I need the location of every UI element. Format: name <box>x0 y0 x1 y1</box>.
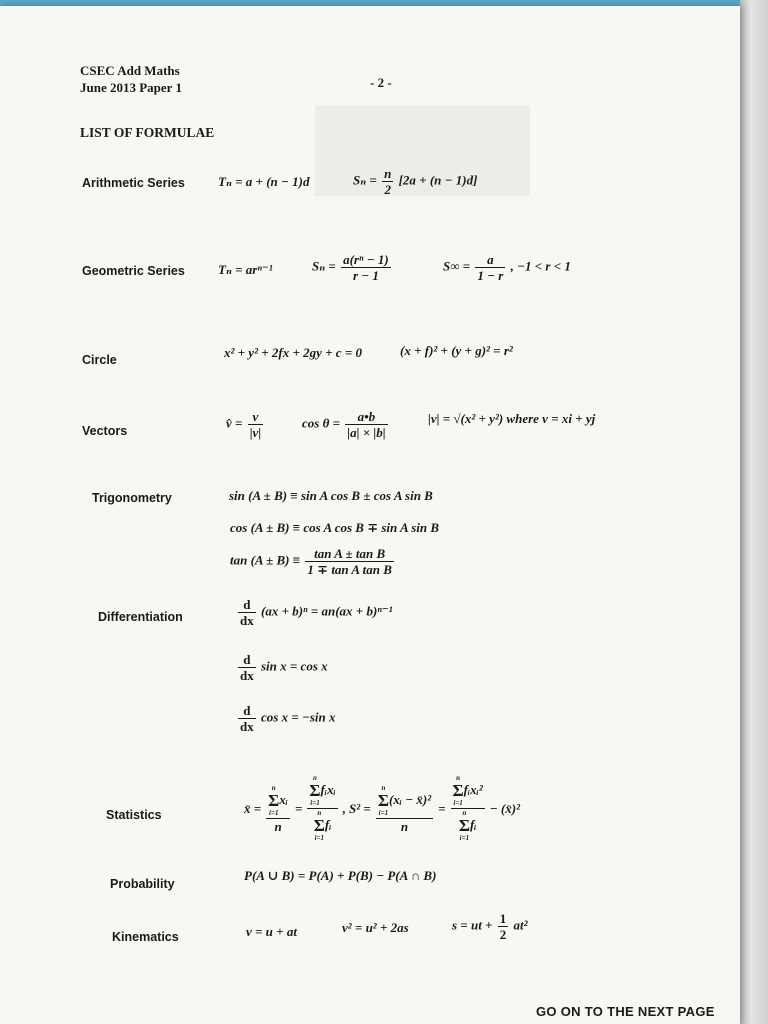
sigma-icon: n Σ i=1 <box>377 783 389 817</box>
derivative-operator: $\frac{d}{dx}$ <box>240 652 254 683</box>
fraction-unit-vector: $\frac{v}{|v|}$ <box>249 409 262 440</box>
mean-symbol: x̄ = <box>244 800 262 816</box>
geometric-sum-to-infinity: S∞ = $\frac{a}{1 - r}$ , −1 < r < 1 <box>443 252 571 283</box>
derivative-operator: $\frac{d}{dx}$ <box>240 703 254 734</box>
label-geometric-series: Geometric Series <box>82 264 185 278</box>
variance-symbol: S² = <box>349 800 371 816</box>
derivative-operator: $\frac{d}{dx}$ <box>240 597 254 628</box>
vector-magnitude: |v| = √(x² + y²) where v = xi + yj <box>428 411 596 426</box>
vector-cosine-angle: cos θ = $\frac{a•b}{|a| \times |b|}$ <box>302 409 386 440</box>
kinematics-eq2: v² = u² + 2as <box>342 920 409 935</box>
page-number: - 2 - <box>370 75 392 90</box>
label-statistics: Statistics <box>106 808 162 822</box>
statistics-formulae: x̄ = n Σ i=1 xᵢ n = n Σ i=1 fᵢxᵢ n Σ i=1 fᵢ , S² = n Σ i=1 (xᵢ − x̄)² n = n Σ i=1 fᵢxᵢ² n Σ i=1 fᵢ − (x̄)² <box>244 774 520 842</box>
fraction-mean-frequency: n Σ i=1 fᵢxᵢ n Σ i=1 fᵢ <box>309 774 336 842</box>
diff-sin: $\frac{d}{dx}$ sin x = cos x <box>240 652 328 683</box>
label-circle: Circle <box>82 353 117 367</box>
label-vectors: Vectors <box>82 424 128 438</box>
fraction-geometric-sum: $\frac{\text{a(rⁿ − 1)}}{r - 1}$ <box>343 252 389 283</box>
circle-standard-equation: (x + f)² + (y + g)² = r² <box>400 343 513 358</box>
arithmetic-nth-term: Tₙ = a + (n − 1)d <box>218 174 310 189</box>
geometric-nth-term: Tₙ = arⁿ⁻¹ <box>218 262 273 277</box>
fraction-dot-product: $\frac{a•b}{|a| \times |b|}$ <box>347 409 386 440</box>
paper-date: June 2013 Paper 1 <box>80 80 182 95</box>
footer-next-page: GO ON TO THE NEXT PAGE <box>536 1004 715 1019</box>
course-name: CSEC Add Maths <box>80 63 180 78</box>
fraction-tan: $\frac{\text{tan A ± tan B}}{\text{1 ∓ tan A tan B}}$ <box>307 546 392 577</box>
kinematics-eq1: v = u + at <box>246 924 297 939</box>
trig-sin-compound: sin (A ± B) ≡ sin A cos B ± cos A sin B <box>229 488 433 503</box>
page-title: LIST OF FORMULAE <box>80 125 215 140</box>
probability-addition-rule: P(A ∪ B) = P(A) + P(B) − P(A ∩ B) <box>244 868 437 883</box>
sigma-icon: n Σ i=1 <box>313 809 325 842</box>
trig-cos-compound: cos (A ± B) ≡ cos A cos B ∓ sin A sin B <box>230 520 440 535</box>
document-header <box>80 62 182 96</box>
arithmetic-sum: Sₙ = $\frac{n}{2}$ [2a + (n − 1)d] <box>353 166 478 197</box>
label-arithmetic-series: Arithmetic Series <box>82 176 185 190</box>
fraction-variance-raw: n Σ i=1 (xᵢ − x̄)² n <box>377 783 432 834</box>
label-trigonometry: Trigonometry <box>92 491 172 505</box>
sigma-icon: n Σ i=1 <box>268 783 280 817</box>
diff-power-rule: $\frac{d}{dx}$ (ax + b)ⁿ = an(ax + b)ⁿ⁻¹ <box>240 597 393 628</box>
document-page <box>0 6 740 1024</box>
sigma-icon: n Σ i=1 <box>452 774 464 807</box>
label-probability: Probability <box>110 877 175 891</box>
scan-right-edge <box>740 0 768 1024</box>
sigma-icon: n Σ i=1 <box>458 809 470 842</box>
kinematics-eq3: s = ut + $\frac{1}{2}$ at² <box>452 911 528 942</box>
fraction-variance-frequency: n Σ i=1 fᵢxᵢ² n Σ i=1 fᵢ <box>452 774 483 842</box>
geometric-sum: Sₙ = $\frac{\text{a(rⁿ − 1)}}{r - 1}$ <box>312 252 389 283</box>
label-differentiation: Differentiation <box>98 610 183 624</box>
circle-general-equation: x² + y² + 2fx + 2gy + c = 0 <box>224 345 362 360</box>
label-kinematics: Kinematics <box>112 930 179 944</box>
fraction-mean-raw: n Σ i=1 xᵢ n <box>268 783 288 834</box>
sigma-icon: n Σ i=1 <box>309 774 321 807</box>
fraction-sum-to-infinity: $\frac{a}{1 - r}$ <box>477 252 504 283</box>
diff-cos: $\frac{d}{dx}$ cos x = −sin x <box>240 703 336 734</box>
vector-unit: v̂ = $\frac{v}{|v|}$ <box>226 409 262 440</box>
fraction-half: $\frac{1}{2}$ <box>499 911 507 942</box>
fraction-n-over-2: $\frac{n}{2}$ <box>384 166 392 197</box>
trig-tan-compound: tan (A ± B) ≡ $\frac{\text{tan A ± tan B}}{\text{1 ∓ tan A tan B}}$ <box>230 546 392 577</box>
